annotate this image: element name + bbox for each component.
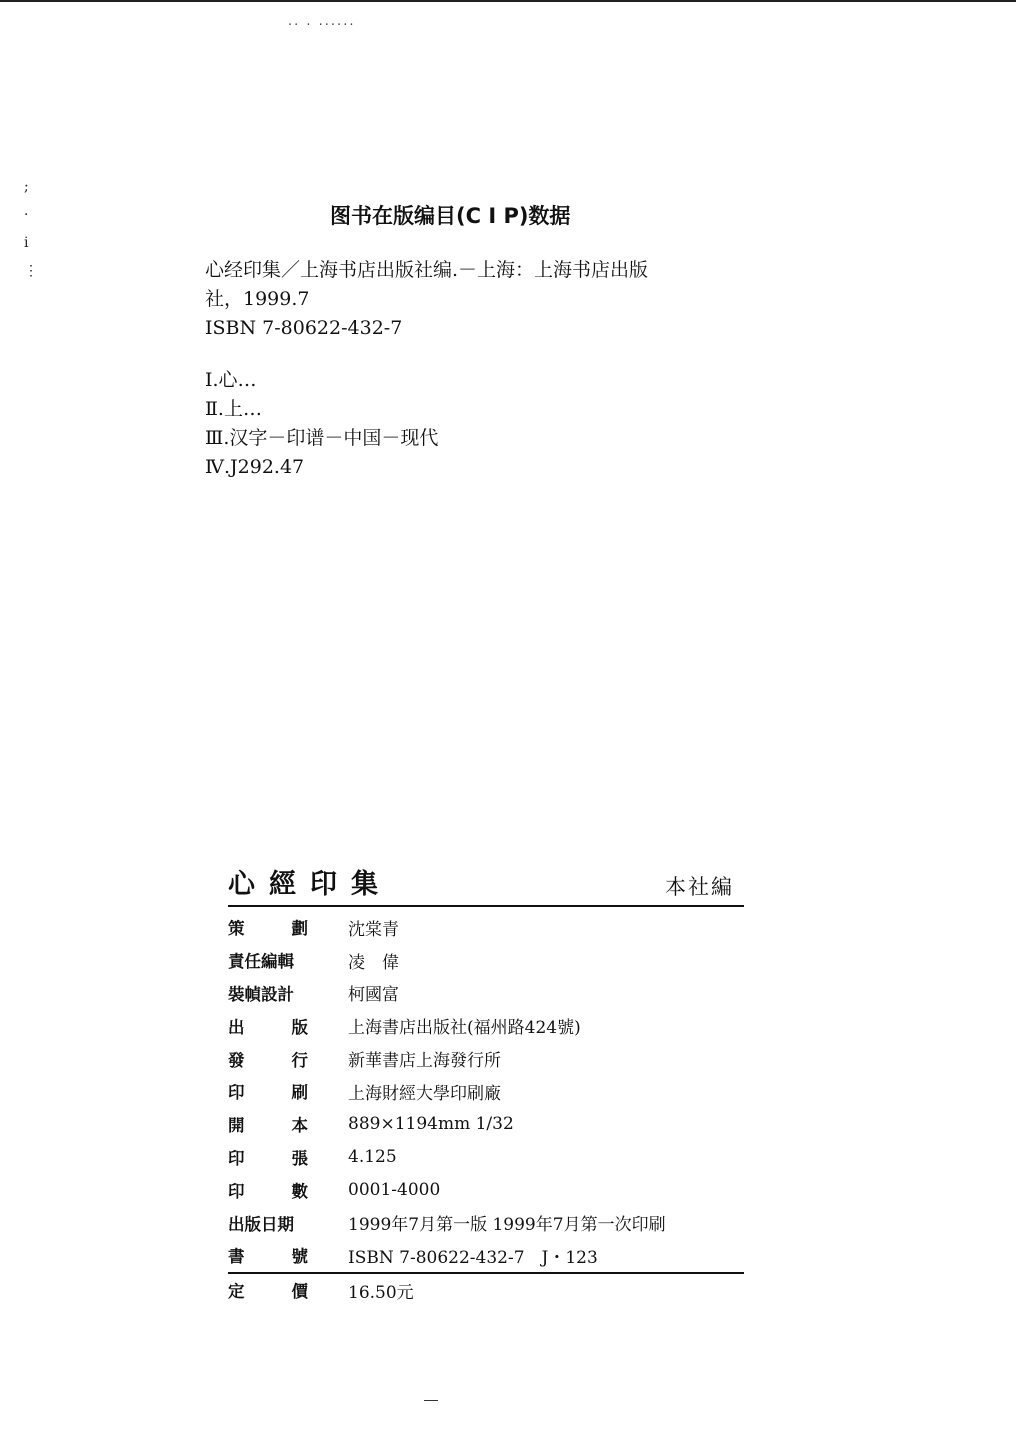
- colophon-label-text: 印: [228, 1148, 245, 1168]
- colophon-value: 沈棠青: [348, 919, 399, 940]
- colophon-label-text: 數: [291, 1181, 308, 1201]
- colophon-row: [228, 944, 744, 977]
- colophon-label: [228, 981, 308, 1005]
- colophon-row: [228, 1042, 744, 1075]
- colophon-label-text: 號: [291, 1247, 308, 1267]
- margin-marks: [24, 175, 44, 287]
- colophon-row: [228, 1075, 744, 1108]
- colophon-value: 上海財經大學印刷廠: [348, 1083, 501, 1104]
- colophon-label: [228, 1112, 308, 1136]
- header-fragment: ·· · ······: [288, 18, 356, 33]
- cip-line: 心经印集／上海书店出版社编.－上海：上海书店出版: [205, 259, 649, 281]
- colophon-label-text: 刷: [291, 1083, 308, 1103]
- colophon-label-text: 行: [291, 1050, 308, 1070]
- colophon-label-text: 價: [291, 1282, 308, 1302]
- colophon-value: 1999年7月第一版 1999年7月第一次印刷: [348, 1215, 666, 1236]
- colophon-label-text: 張: [291, 1148, 308, 1168]
- classification-line: Ⅱ.上…: [205, 398, 262, 420]
- colophon-row: [228, 1141, 744, 1174]
- colophon-label-text: 印: [228, 1181, 245, 1201]
- colophon-row: [228, 1173, 744, 1206]
- colophon-label: [228, 1211, 308, 1235]
- colophon-label-text: 出版日期: [228, 1214, 294, 1234]
- colophon-label-text: 本: [291, 1116, 308, 1136]
- colophon-row: [228, 911, 744, 944]
- colophon-label-text: 責任編輯: [228, 952, 294, 972]
- colophon-value: 0001-4000: [348, 1179, 441, 1200]
- book-title: 心經印集: [228, 869, 392, 900]
- cip-line: ISBN 7-80622-432-7: [205, 317, 403, 339]
- colophon-row: [228, 1239, 744, 1274]
- colophon-label-text: 印: [228, 1083, 245, 1103]
- margin-mark: ;: [24, 179, 29, 195]
- colophon-label-text: 策: [228, 919, 245, 939]
- colophon-label-text: 書: [228, 1247, 245, 1267]
- colophon-value: ISBN 7-80622-432-7 J・123: [348, 1247, 598, 1268]
- cip-record: [205, 256, 765, 343]
- colophon-value: 凌 偉: [348, 952, 399, 973]
- colophon-label-text: 定: [228, 1282, 245, 1302]
- margin-mark: i: [24, 235, 29, 251]
- colophon-label: [228, 1079, 308, 1103]
- colophon-row: [228, 1274, 744, 1307]
- classification-line: Ⅰ.心…: [205, 369, 257, 391]
- top-rule: [0, 0, 1016, 2]
- colophon-value: 889×1194mm 1/32: [348, 1114, 514, 1135]
- colophon-row: [228, 1206, 744, 1239]
- colophon-label-text: 開: [228, 1116, 245, 1136]
- colophon-label: [228, 1278, 308, 1302]
- colophon-value: 柯國富: [348, 985, 399, 1006]
- colophon-row: [228, 977, 744, 1010]
- classification-line: Ⅲ.汉字－印谱－中国－现代: [205, 427, 439, 449]
- colophon-row: [228, 1009, 744, 1042]
- colophon-label-text: 劃: [291, 919, 308, 939]
- colophon-label: [228, 1014, 308, 1038]
- colophon-value: 4.125: [348, 1146, 397, 1167]
- colophon-label-text: 裝幀設計: [228, 984, 294, 1004]
- cip-title: 图书在版编目(C I P)数据: [330, 204, 571, 228]
- margin-mark: ⋮: [24, 263, 38, 279]
- cip-classification: [205, 366, 605, 482]
- classification-line: Ⅳ.J292.47: [205, 456, 305, 478]
- colophon-label: [228, 915, 308, 939]
- colophon-label-text: 出: [228, 1017, 245, 1037]
- cip-line: 社，1999.7: [205, 288, 310, 310]
- editor-credit: 本社編: [665, 875, 734, 899]
- colophon-value: 新華書店上海發行所: [348, 1051, 501, 1072]
- colophon-label: [228, 1047, 308, 1071]
- colophon-row: [228, 1108, 744, 1141]
- colophon-label-text: 版: [291, 1017, 308, 1037]
- colophon-label: [228, 1145, 308, 1169]
- colophon: [228, 862, 744, 1307]
- colophon-value: 16.50元: [348, 1282, 414, 1303]
- colophon-value: 上海書店出版社(福州路424號): [348, 1018, 581, 1039]
- colophon-label: [228, 1243, 308, 1267]
- page-foot-mark: [424, 1400, 438, 1401]
- colophon-rows: [228, 911, 744, 1307]
- colophon-label-text: 發: [228, 1050, 245, 1070]
- colophon-header: [228, 862, 744, 907]
- margin-mark: ·: [24, 207, 29, 223]
- colophon-label: [228, 948, 308, 972]
- colophon-label: [228, 1178, 308, 1202]
